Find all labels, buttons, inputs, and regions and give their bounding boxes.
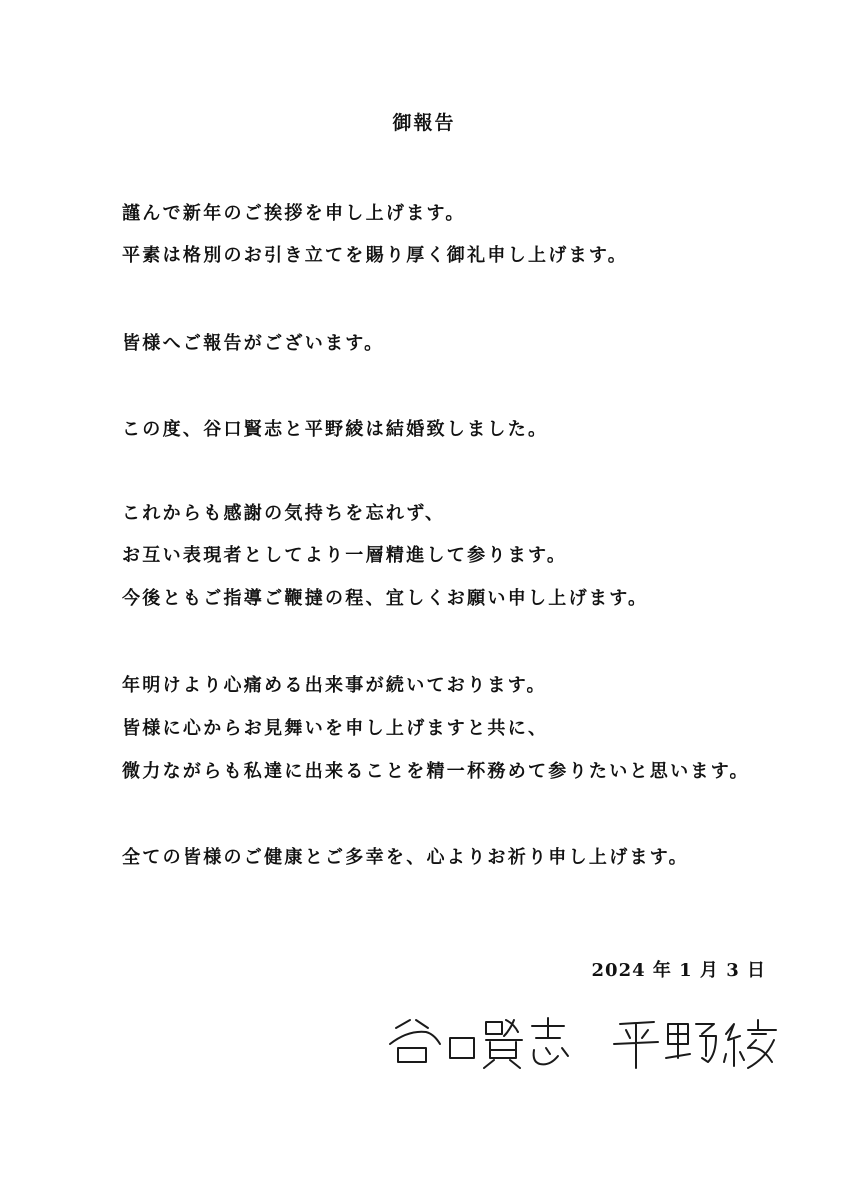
paragraph-2-line-1: 皆様へご報告がございます。 [122, 333, 385, 354]
paragraph-4-line-1: これからも感謝の気持ちを忘れず、 [122, 503, 446, 524]
document-title: 御報告 [392, 112, 456, 134]
paragraph-6-line-1: 全ての皆様のご健康とご多幸を、心よりお祈り申し上げます。 [122, 847, 689, 868]
paragraph-5-line-2: 皆様に心からお見舞いを申し上げますと共に、 [122, 718, 549, 739]
paragraph-4-line-3: 今後ともご指導ご鞭撻の程、宜しくお願い申し上げます。 [122, 588, 649, 609]
document-date: 2024 年 1 月 3 日 [591, 960, 766, 981]
paragraph-3-line-1: この度、谷口賢志と平野綾は結婚致しました。 [122, 419, 549, 440]
paragraph-4-line-2: お互い表現者としてより一層精進して参ります。 [122, 545, 568, 566]
handwritten-signature [382, 1010, 792, 1070]
paragraph-5-line-3: 微力ながらも私達に出来ることを精一杯務めて参りたいと思います。 [122, 761, 750, 782]
paragraph-5-line-1: 年明けより心痛める出来事が続いております。 [122, 675, 547, 696]
paragraph-1-line-1: 謹んで新年のご挨拶を申し上げます。 [122, 203, 466, 224]
paragraph-1-line-2: 平素は格別のお引き立てを賜り厚く御礼申し上げます。 [122, 245, 629, 266]
